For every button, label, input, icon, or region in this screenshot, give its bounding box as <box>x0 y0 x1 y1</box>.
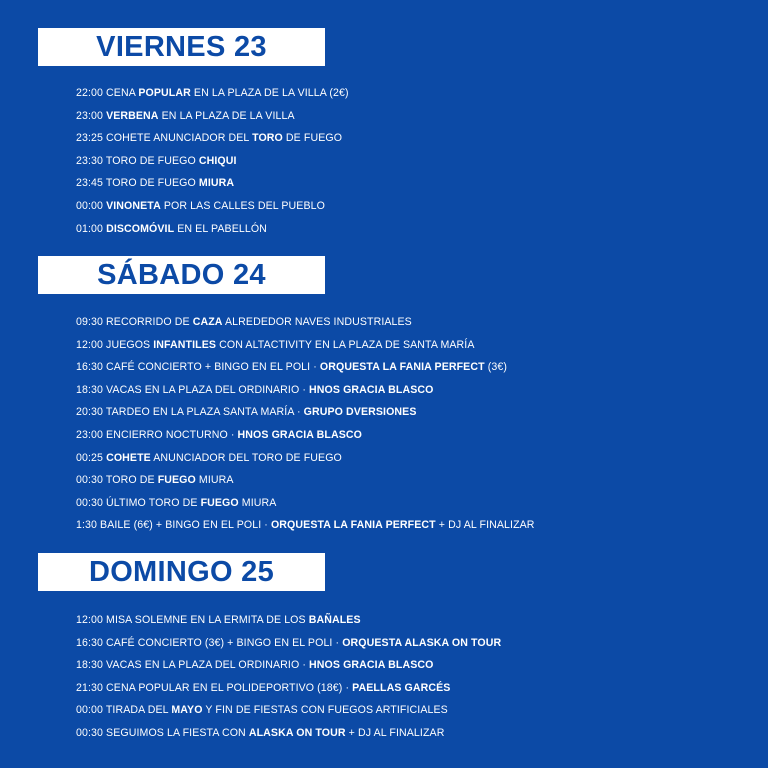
event-text: 23:00 ENCIERRO NOCTURNO · <box>76 428 238 441</box>
event-text: 21:30 CENA POPULAR EN EL POLIDEPORTIVO (18€) · <box>76 681 353 694</box>
day-banner <box>38 28 325 66</box>
event-text: 20:30 TARDEO EN LA PLAZA SANTA MARÍA · <box>76 406 304 419</box>
event-item <box>76 105 349 128</box>
event-text: MIURA <box>195 474 234 487</box>
event-text: 00:30 TORO DE <box>76 474 158 487</box>
event-text: CON ALTACTIVITY EN LA PLAZA DE SANTA MARÍA <box>216 338 475 351</box>
event-highlight: HNOS GRACIA BLASCO <box>309 383 434 396</box>
event-text: MIURA <box>238 496 277 509</box>
event-text: 18:30 VACAS EN LA PLAZA DEL ORDINARIO · <box>76 659 310 672</box>
event-highlight: DISCOMÓVIL <box>106 222 175 235</box>
event-item <box>76 677 501 700</box>
event-highlight: ORQUESTA LA FANIA PERFECT <box>270 519 436 532</box>
event-text: 16:30 CAFÉ CONCIERTO (3€) + BINGO EN EL POLI · <box>76 636 343 649</box>
event-item <box>76 82 349 105</box>
event-item <box>76 334 535 357</box>
day-banner <box>38 256 325 294</box>
event-text: 12:00 MISA SOLEMNE EN LA ERMITA DE LOS <box>76 614 309 626</box>
event-highlight: COHETE <box>106 451 151 464</box>
event-highlight: HNOS GRACIA BLASCO <box>309 659 434 672</box>
event-text: 16:30 CAFÉ CONCIERTO + BINGO EN EL POLI · <box>76 361 320 374</box>
event-text: 23:00 <box>76 109 107 122</box>
event-highlight: MAYO <box>171 704 203 717</box>
event-text: 00:00 <box>76 199 107 212</box>
event-item <box>76 379 535 402</box>
event-highlight: CAZA <box>192 316 223 328</box>
event-item <box>76 492 535 515</box>
event-highlight: FUEGO <box>200 496 239 509</box>
event-list <box>76 82 349 240</box>
event-text: DE FUEGO <box>282 132 343 145</box>
event-item <box>76 218 349 241</box>
event-text: Y FIN DE FIESTAS CON FUEGOS ARTIFICIALES <box>202 704 448 717</box>
event-highlight: TORO <box>252 132 283 145</box>
event-item <box>76 722 501 745</box>
event-item <box>76 195 349 218</box>
event-text: 23:45 TORO DE FUEGO <box>76 177 199 190</box>
event-item <box>76 447 535 470</box>
event-text: ANUNCIADOR DEL TORO DE FUEGO <box>150 451 342 464</box>
day-title: DOMINGO 25 <box>88 555 275 588</box>
day-title: SÁBADO 24 <box>97 258 266 291</box>
event-text: 00:00 TIRADA DEL <box>76 704 172 717</box>
event-text: + DJ AL FINALIZAR <box>345 726 445 739</box>
event-highlight: BAÑALES <box>308 614 361 626</box>
event-highlight: GRUPO DVERSIONES <box>303 406 417 419</box>
event-text: + DJ AL FINALIZAR <box>435 519 535 532</box>
event-highlight: ORQUESTA ALASKA ON TOUR <box>342 636 502 649</box>
event-highlight: HNOS GRACIA BLASCO <box>237 428 362 441</box>
event-text: 00:25 <box>76 451 107 464</box>
day-banner <box>38 553 325 591</box>
event-highlight: CHIQUI <box>198 154 237 167</box>
event-list <box>76 609 501 745</box>
event-highlight: ALASKA ON TOUR <box>248 726 346 739</box>
event-text: 00:30 ÚLTIMO TORO DE <box>76 496 201 509</box>
event-item <box>76 311 535 334</box>
event-highlight: MIURA <box>198 177 235 190</box>
event-item <box>76 514 535 537</box>
event-item <box>76 632 501 655</box>
event-text: 18:30 VACAS EN LA PLAZA DEL ORDINARIO · <box>76 383 310 396</box>
event-item <box>76 424 535 447</box>
event-item <box>76 469 535 492</box>
event-text: 09:30 RECORRIDO DE <box>76 316 193 328</box>
event-text: 01:00 <box>76 222 107 235</box>
event-highlight: VERBENA <box>106 109 159 122</box>
event-text: 00:30 SEGUIMOS LA FIESTA CON <box>76 726 249 739</box>
event-text: EN EL PABELLÓN <box>174 222 267 235</box>
event-item <box>76 401 535 424</box>
event-text: 12:00 JUEGOS <box>76 338 154 351</box>
event-text: EN LA PLAZA DE LA VILLA (2€) <box>190 87 349 99</box>
event-text: ALREDEDOR NAVES INDUSTRIALES <box>222 316 412 328</box>
event-item <box>76 172 349 195</box>
event-highlight: VINONETA <box>106 199 161 212</box>
event-highlight: ORQUESTA LA FANIA PERFECT <box>319 361 485 374</box>
event-highlight: POPULAR <box>138 87 191 99</box>
event-text: 23:30 TORO DE FUEGO <box>76 154 199 167</box>
event-text: POR LAS CALLES DEL PUEBLO <box>160 199 325 212</box>
event-item <box>76 699 501 722</box>
event-item <box>76 127 349 150</box>
event-list <box>76 311 535 537</box>
event-item <box>76 356 535 379</box>
event-text: EN LA PLAZA DE LA VILLA <box>158 109 295 122</box>
event-highlight: FUEGO <box>157 474 196 487</box>
event-item <box>76 654 501 677</box>
event-text: (3€) <box>484 361 507 374</box>
event-highlight: PAELLAS GARCÉS <box>352 681 451 694</box>
event-item <box>76 150 349 173</box>
event-highlight: INFANTILES <box>153 338 217 351</box>
event-text: 22:00 CENA <box>76 87 139 99</box>
event-item <box>76 609 501 632</box>
day-title: VIERNES 23 <box>96 30 267 63</box>
event-text: 23:25 COHETE ANUNCIADOR DEL <box>76 132 253 145</box>
event-text: 1:30 BAILE (6€) + BINGO EN EL POLI · <box>76 519 271 532</box>
